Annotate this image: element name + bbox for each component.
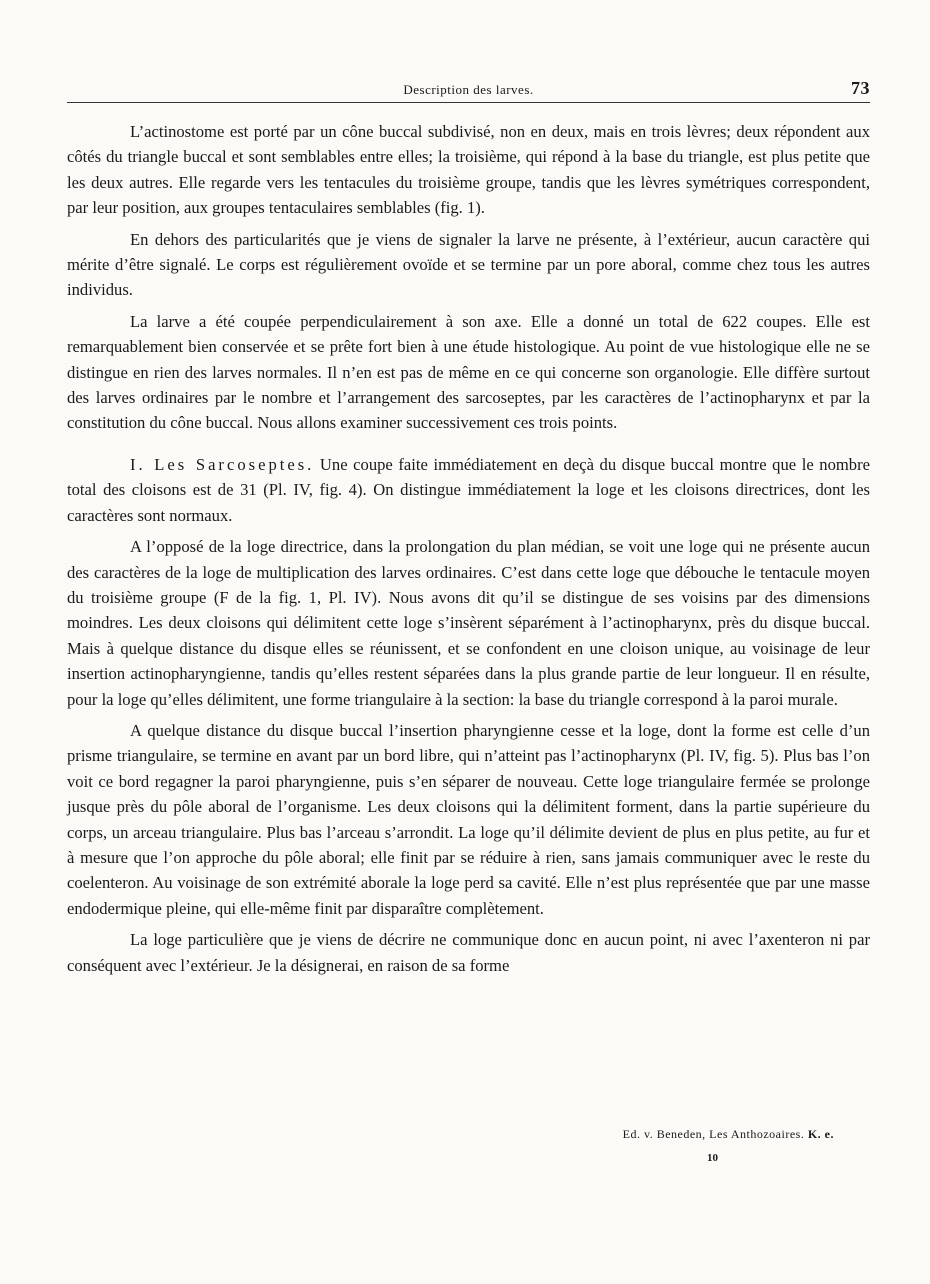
signature-text: Ed. v. Beneden, Les Anthozoaires. (622, 1127, 805, 1141)
running-header (67, 78, 870, 103)
section-text: Une coupe faite immédiatement en deçà du disque buccal montre que le nombre total des cloisons est de 31 (Pl. IV, fig. 4). On distingue immédiatement la loge et les cloisons directrices, dont les caractères sont normaux. (67, 454, 870, 525)
body-text (67, 119, 870, 978)
paragraph: La loge particulière que je viens de décrire ne communique donc en aucun point, ni avec l’axenteron ni par conséquent avec l’extérieur. Je la désignerai, en raison de sa forme (67, 930, 870, 975)
paragraph: A l’opposé de la loge directrice, dans la prolongation du plan médian, se voit une loge qui ne présente aucun des caractères de la loge de multiplication des larves ordinaires. C’est dans cette loge que débouche le tentacule moyen du troisième groupe (F de la fig. 1, Pl. IV). Nous avons dit qu’il se distingue de ses voisins par des dimensions moindres. Les deux cloisons qui délimitent cette loge s’insèrent séparément à l’actinopharynx, près du disque buccal. Mais à quelque distance du disque elles se réunissent, et se confondent en une cloison unique, au voisinage de leur insertion actinopharyngienne, tandis qu’elles restent séparées dans la plus grande partie de leur longueur. Il en résulte, pour la loge qu’elles délimitent, une forme triangulaire à la section: la base du triangle correspond à la paroi murale. (67, 537, 870, 709)
page-number: 73 (851, 78, 870, 98)
paragraph: L’actinostome est porté par un cône buccal subdivisé, non en deux, mais en trois lèvres; deux répondent aux côtés du triangle buccal et sont semblables entre elles; la troisième, qui répond à la base du triangle, est plus petite que les deux autres. Elle regarde vers les tentacules du troisième groupe, tandis que les lèvres symétriques correspondent, par leur position, aux groupes tentaculaires semblables (fig. 1). (67, 122, 870, 218)
signature-line (67, 1127, 870, 1142)
paragraph: La larve a été coupée perpendiculairement à son axe. Elle a donné un total de 622 coupes. Elle est remarquablement bien conservée et se prête fort bien à une étude histologique. Au point de vue histologique elle ne se distingue en rien des larves normales. Il n’en est pas de même en ce qui concerne son organologie. Elle diffère surtout des larves ordinaires par le nombre et l’arrangement des sarcoseptes, par les caractères de l’actinopharynx et par la constitution du cône buccal. Nous allons examiner successivement ces trois points. (67, 311, 870, 433)
section-heading: I. Les Sarcoseptes. (130, 454, 315, 474)
sheet-mark: K. e. (807, 1127, 834, 1141)
section-paragraph (67, 452, 870, 528)
signature-number: 10 (707, 1152, 718, 1164)
document-page (67, 78, 870, 1164)
running-title: Description des larves. (403, 82, 534, 97)
paragraph: A quelque distance du disque buccal l’insertion pharyngienne cesse et la loge, dont la forme est celle d’un prisme triangulaire, se termine en avant par un bord libre, qui n’atteint pas l’actinopharynx (Pl. IV, fig. 5). Plus bas l’on voit ce bord regagner la paroi pharyngienne, puis s’en séparer de nouveau. Cette loge triangulaire fermée se prolonge jusque près du pôle aboral de l’organisme. Les deux cloisons qui la délimitent forment, dans la partie supérieure du corps, un arceau triangulaire. Plus bas l’arceau s’arrondit. La loge qu’il délimite devient de plus en plus petite, au fur et à mesure que l’on approche du pôle aboral; elle finit par se réduire à rien, sans jamais communiquer avec le reste du coelenteron. Au voisinage de son extrémité aborale la loge perd sa cavité. Elle n’est plus représentée que par une masse endodermique pleine, qui elle-même finit par disparaître complètement. (67, 720, 870, 918)
paragraph: En dehors des particularités que je viens de signaler la larve ne présente, à l’extérieur, aucun caractère qui mérite d’être signalé. Le corps est régulièrement ovoïde et se termine par un pore aboral, comme chez tous les autres individus. (67, 229, 870, 300)
